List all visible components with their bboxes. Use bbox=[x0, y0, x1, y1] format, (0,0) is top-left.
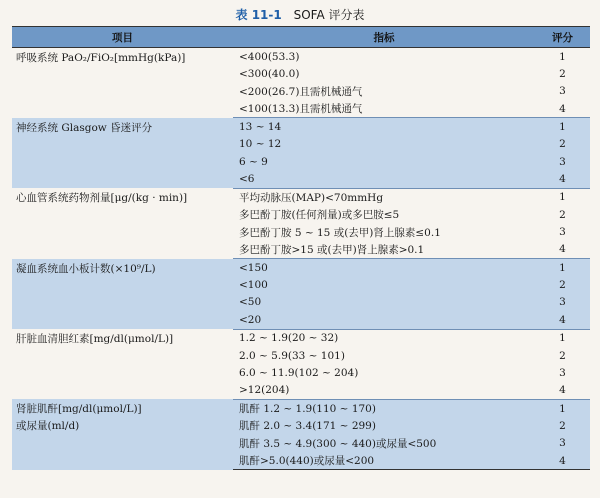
table-row bbox=[12, 188, 590, 206]
indicator-cell: <200(26.7)且需机械通气 bbox=[239, 85, 363, 98]
score-cell: 4 bbox=[535, 311, 590, 329]
score-cell: 4 bbox=[535, 241, 590, 259]
indicator-cell: <400(53.3) bbox=[239, 50, 300, 63]
score-cell: 2 bbox=[535, 417, 590, 434]
indicator-cell: 平均动脉压(MAP)<70mmHg bbox=[239, 191, 384, 204]
item-name: 肾脏肌酐[mg/dl(μmol/L)] 或尿量(ml/d) bbox=[12, 399, 233, 469]
table-body bbox=[12, 48, 590, 470]
indicator-cell: <300(40.0) bbox=[239, 68, 300, 81]
indicator-cell: 多巴酚丁胺(任何剂量)或多巴胺≤5 bbox=[239, 209, 400, 222]
table-title: SOFA 评分表 bbox=[293, 8, 365, 22]
indicator-cell: 6.0 ~ 11.9(102 ~ 204) bbox=[239, 366, 359, 379]
score-cell: 1 bbox=[559, 191, 566, 204]
score-cell: 3 bbox=[535, 435, 590, 452]
indicator-cell: 10 ~ 12 bbox=[233, 136, 535, 153]
score-cell: 4 bbox=[535, 452, 590, 470]
score-cell: 3 bbox=[535, 153, 590, 170]
indicator-cell: <20 bbox=[233, 311, 535, 329]
indicator-cell: >12(204) bbox=[233, 382, 535, 400]
indicator-cell: 肌酐 3.5 ~ 4.9(300 ~ 440)或尿量<500 bbox=[233, 435, 535, 452]
table-row bbox=[12, 48, 590, 66]
score-cell: 1 bbox=[535, 399, 590, 417]
score-cell: 3 bbox=[535, 294, 590, 311]
table-row bbox=[12, 399, 590, 417]
indicator-cell: <50 bbox=[233, 294, 535, 311]
indicator-cell: 肌酐>5.0(440)或尿量<200 bbox=[233, 452, 535, 470]
sofa-table bbox=[12, 26, 590, 470]
table-caption bbox=[0, 6, 600, 23]
table-row bbox=[12, 329, 590, 347]
header-row bbox=[12, 27, 590, 48]
header-score: 评分 bbox=[535, 27, 590, 48]
score-cell: 2 bbox=[535, 276, 590, 293]
score-cell: 3 bbox=[559, 226, 566, 239]
score-cell: 2 bbox=[559, 68, 566, 81]
indicator-cell: 2.0 ~ 5.9(33 ~ 101) bbox=[239, 349, 345, 362]
score-cell: 1 bbox=[559, 50, 566, 63]
header-item: 项目 bbox=[12, 27, 233, 48]
indicator-cell: 6 ~ 9 bbox=[233, 153, 535, 170]
table-row bbox=[12, 118, 590, 136]
score-cell: 4 bbox=[535, 100, 590, 118]
indicator-cell: 13 ~ 14 bbox=[233, 118, 535, 136]
header-indicator: 指标 bbox=[233, 27, 535, 48]
indicator-cell: 肌酐 1.2 ~ 1.9(110 ~ 170) bbox=[233, 399, 535, 417]
score-cell: 1 bbox=[535, 259, 590, 277]
item-name: 凝血系统血小板计数(×10⁹/L) bbox=[12, 259, 233, 329]
indicator-cell: 1.2 ~ 1.9(20 ~ 32) bbox=[239, 332, 339, 345]
indicator-cell: 多巴酚丁胺>15 或(去甲)肾上腺素>0.1 bbox=[233, 241, 535, 259]
indicator-cell: 肌酐 2.0 ~ 3.4(171 ~ 299) bbox=[233, 417, 535, 434]
item-name: 呼吸系统 PaO₂/FiO₂[mmHg(kPa)] bbox=[16, 52, 186, 64]
table-row bbox=[12, 259, 590, 277]
score-cell: 2 bbox=[559, 208, 566, 221]
indicator-cell: <100(13.3)且需机械通气 bbox=[233, 100, 535, 118]
item-name: 肝脏血清胆红素[mg/dl(μmol/L)] bbox=[16, 333, 174, 345]
score-cell: 3 bbox=[559, 366, 566, 379]
score-cell: 1 bbox=[535, 118, 590, 136]
table-number: 表 11-1 bbox=[235, 8, 282, 22]
score-cell: 3 bbox=[559, 85, 566, 98]
item-name: 心血管系统药物剂量[μg/(kg · min)] bbox=[16, 192, 188, 205]
score-cell: 4 bbox=[535, 170, 590, 188]
indicator-cell: 多巴酚丁胺 5 ~ 15 或(去甲)肾上腺素≤0.1 bbox=[239, 226, 441, 239]
indicator-cell: <150 bbox=[233, 259, 535, 277]
indicator-cell: <6 bbox=[233, 170, 535, 188]
score-cell: 1 bbox=[559, 332, 566, 345]
score-cell: 2 bbox=[535, 136, 590, 153]
score-cell: 2 bbox=[559, 349, 566, 362]
indicator-cell: <100 bbox=[233, 276, 535, 293]
item-name: 神经系统 Glasgow 昏迷评分 bbox=[12, 118, 233, 188]
score-cell: 4 bbox=[535, 382, 590, 400]
